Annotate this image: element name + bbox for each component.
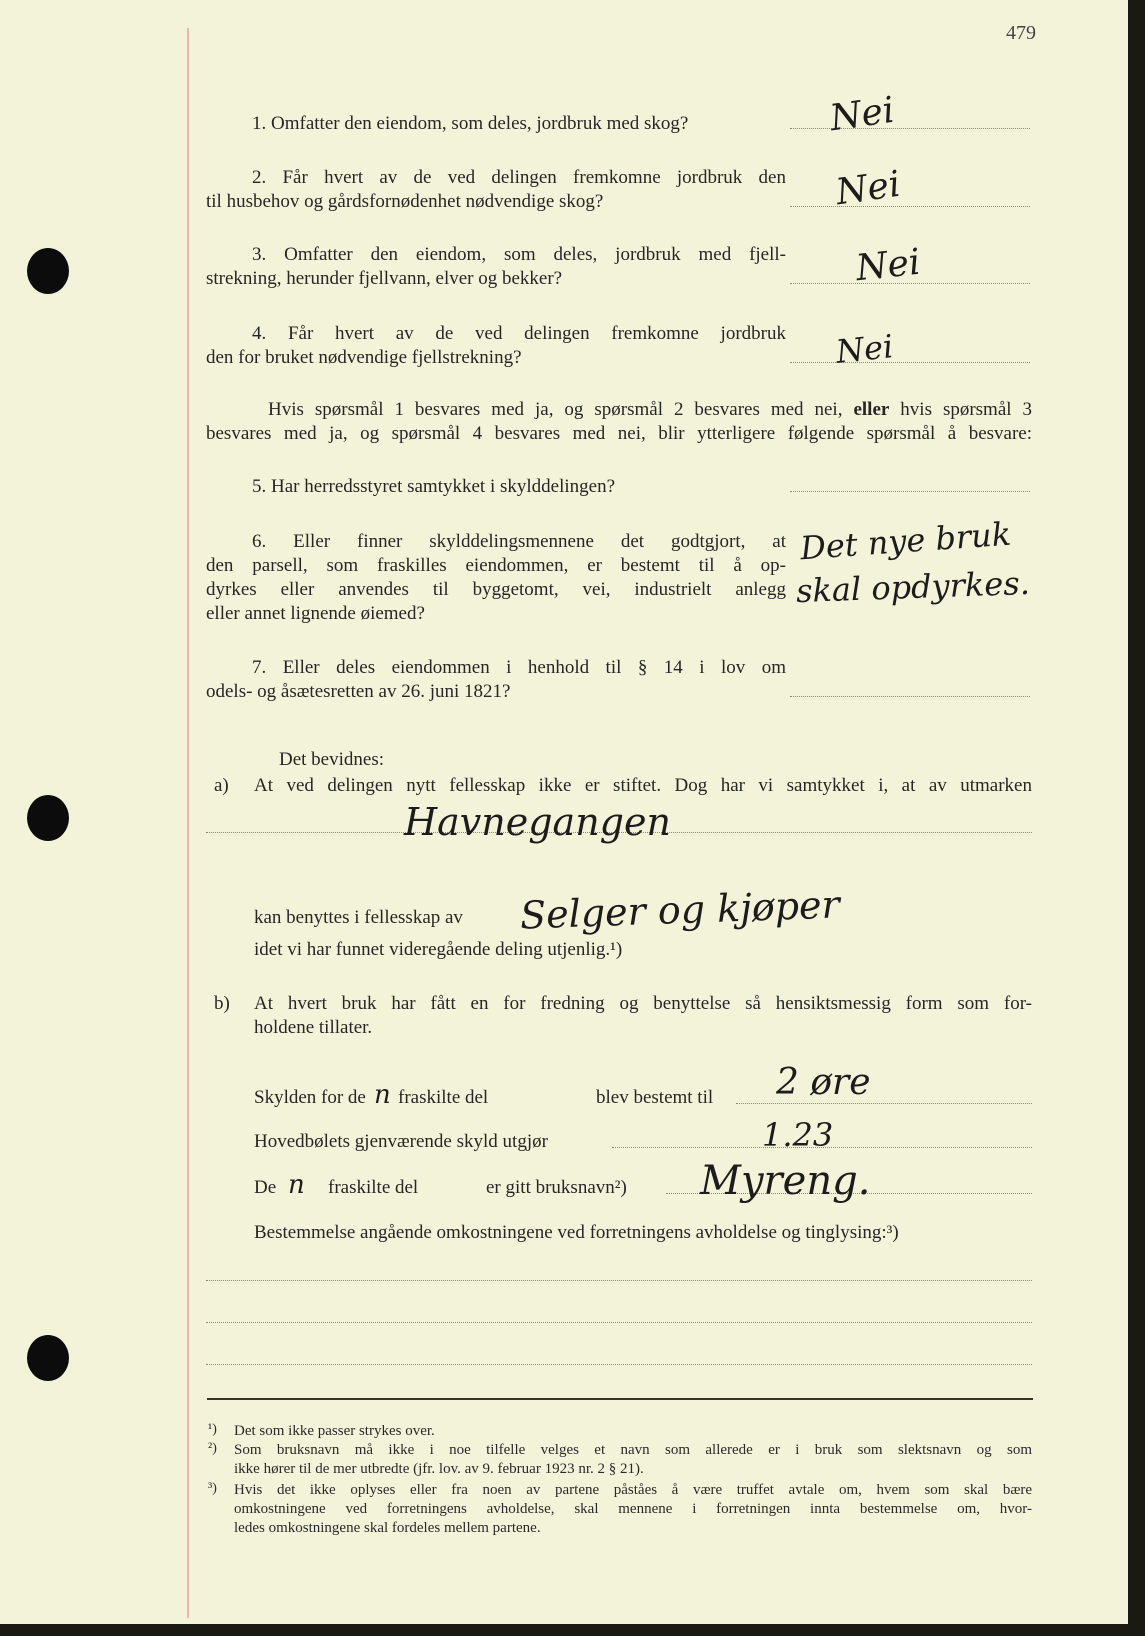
skylden-prefix: Skylden for de — [254, 1087, 366, 1108]
answer-line-5 — [790, 491, 1030, 492]
question-3-line-1: 3. Omfatter den eiendom, som deles, jordbruk med fjell- — [252, 244, 786, 265]
question-7-line-2: odels- og åsætesretten av 26. juni 1821? — [206, 681, 511, 702]
footnote-3-mark: ³) — [208, 1481, 217, 1496]
hovedbolet-label: Hovedbølets gjenværende skyld utgjør — [254, 1131, 548, 1152]
question-6-line-4: eller annet lignende øiemed? — [206, 603, 425, 624]
answer-line-1 — [790, 128, 1030, 129]
bruksnavn-mark: n — [288, 1170, 305, 1200]
skylden-mid: fraskilte del — [398, 1087, 489, 1108]
margin-line — [187, 28, 189, 1618]
question-6-line-1: 6. Eller finner skylddelingsmennene det godtgjort, at — [252, 531, 786, 552]
skylden-line — [736, 1103, 1032, 1104]
item-b-line-1: At hvert bruk har fått en for fredning og benyttelse så hensiktsmessig form som for- — [254, 993, 1032, 1014]
footnote-3-line-1: Hvis det ikke oplyses eller fra noen av partene påståes å være truffet avtale om, hvem som skal bære — [234, 1482, 1032, 1498]
bruksnavn-mid: fraskilte del — [328, 1177, 419, 1198]
footnote-3-line-3: ledes omkostningene skal fordeles mellem partene. — [234, 1520, 541, 1536]
hovedbolet-value: 1.23 — [762, 1116, 834, 1154]
bestemmelse-line-1 — [206, 1280, 1032, 1281]
question-4-line-2: den for bruket nødvendige fjellstrekning? — [206, 347, 522, 368]
footnote-2-line-1: Som bruksnavn må ikke i noe tilfelle velges et navn som allerede er i bruk som slektsnavn og som — [234, 1442, 1032, 1458]
bestemmelse-text: Bestemmelse angående omkostningene ved forretningens avholdelse og tinglysing:³) — [254, 1222, 899, 1243]
skylden-value: 2 øre — [776, 1062, 871, 1103]
condition-line-2: besvares med ja, og spørsmål 4 besvares med nei, blir ytterligere følgende spørsmål å besvare: — [206, 423, 1032, 444]
bruksnavn-end: er gitt bruksnavn²) — [486, 1177, 627, 1198]
question-3-line-2: strekning, herunder fjellvann, elver og bekker? — [206, 268, 563, 289]
answer-4: Nei — [834, 327, 896, 371]
answer-line-4 — [790, 362, 1030, 363]
question-6-line-2: den parsell, som fraskilles eiendommen, er bestemt til å op- — [206, 555, 786, 576]
question-2-line-2: til husbehov og gårdsfornødenhet nødvendige skog? — [206, 191, 604, 212]
bevidnes-heading: Det bevidnes: — [279, 749, 385, 770]
condition-text-2: hvis spørsmål 3 — [900, 399, 1033, 420]
bestemmelse-line-3 — [206, 1364, 1032, 1365]
answer-6-line-1: Det nye bruk — [798, 514, 1013, 568]
benyttes-value: Selger og kjøper — [519, 882, 841, 938]
bruksnavn-value: Myreng. — [700, 1158, 871, 1204]
bruksnavn-prefix: De — [254, 1177, 277, 1198]
footnote-3-line-2: omkostningene ved forretningens avholdelse, skal mennene i forretningen innta bestemmelse om, hvor- — [234, 1501, 1032, 1517]
skylden-mark: n — [374, 1080, 391, 1110]
item-b-line-2: holdene tillater. — [254, 1017, 373, 1038]
question-2-line-1: 2. Får hvert av de ved delingen fremkomne jordbruk den — [252, 167, 786, 188]
footnote-1-mark: ¹) — [208, 1422, 217, 1437]
answer-3: Nei — [854, 241, 923, 290]
footnote-2-line-2: ikke hører til de mer utbredte (jfr. lov. av 9. februar 1923 nr. 2 § 21). — [234, 1461, 644, 1477]
footnote-1: Det som ikke passer strykes over. — [234, 1423, 435, 1439]
utmarken-value: Havnegangen — [404, 800, 671, 844]
item-a-text: At ved delingen nytt fellesskap ikke er stiftet. Dog har vi samtykket i, at av utmarken — [254, 775, 1032, 796]
question-5: 5. Har herredsstyret samtykket i skylddelingen? — [252, 476, 616, 497]
question-6-line-3: dyrkes eller anvendes til byggetomt, vei, industrielt anlegg — [206, 579, 786, 600]
answer-2: Nei — [833, 163, 903, 214]
question-4-line-1: 4. Får hvert av de ved delingen fremkomne jordbruk — [252, 323, 786, 344]
answer-line-2 — [790, 206, 1030, 207]
question-7-line-1: 7. Eller deles eiendommen i henhold til § 14 i lov om — [252, 657, 786, 678]
answer-line-7 — [790, 696, 1030, 697]
answer-1: Nei — [827, 89, 897, 140]
footnote-rule — [207, 1398, 1033, 1400]
idet-text: idet vi har funnet videregående deling utjenlig.¹) — [254, 939, 623, 960]
page-number: 479 — [1006, 22, 1036, 44]
footnote-2-mark: ²) — [208, 1441, 217, 1456]
condition-text-1: Hvis spørsmål 1 besvares med ja, og spørsmål 2 besvares med nei, — [268, 399, 843, 420]
punch-hole — [27, 1335, 69, 1381]
item-a-label: a) — [214, 775, 229, 796]
punch-hole — [27, 795, 69, 841]
condition-bold: eller — [853, 399, 890, 420]
bestemmelse-line-2 — [206, 1322, 1032, 1323]
punch-hole — [27, 248, 69, 294]
question-1: 1. Omfatter den eiendom, som deles, jordbruk med skog? — [252, 113, 689, 134]
skylden-end: blev bestemt til — [596, 1087, 714, 1108]
answer-6-line-2: skal opdyrkes. — [795, 563, 1031, 611]
benyttes-text: kan benyttes i fellesskap av — [254, 907, 463, 928]
item-b-label: b) — [214, 993, 230, 1014]
